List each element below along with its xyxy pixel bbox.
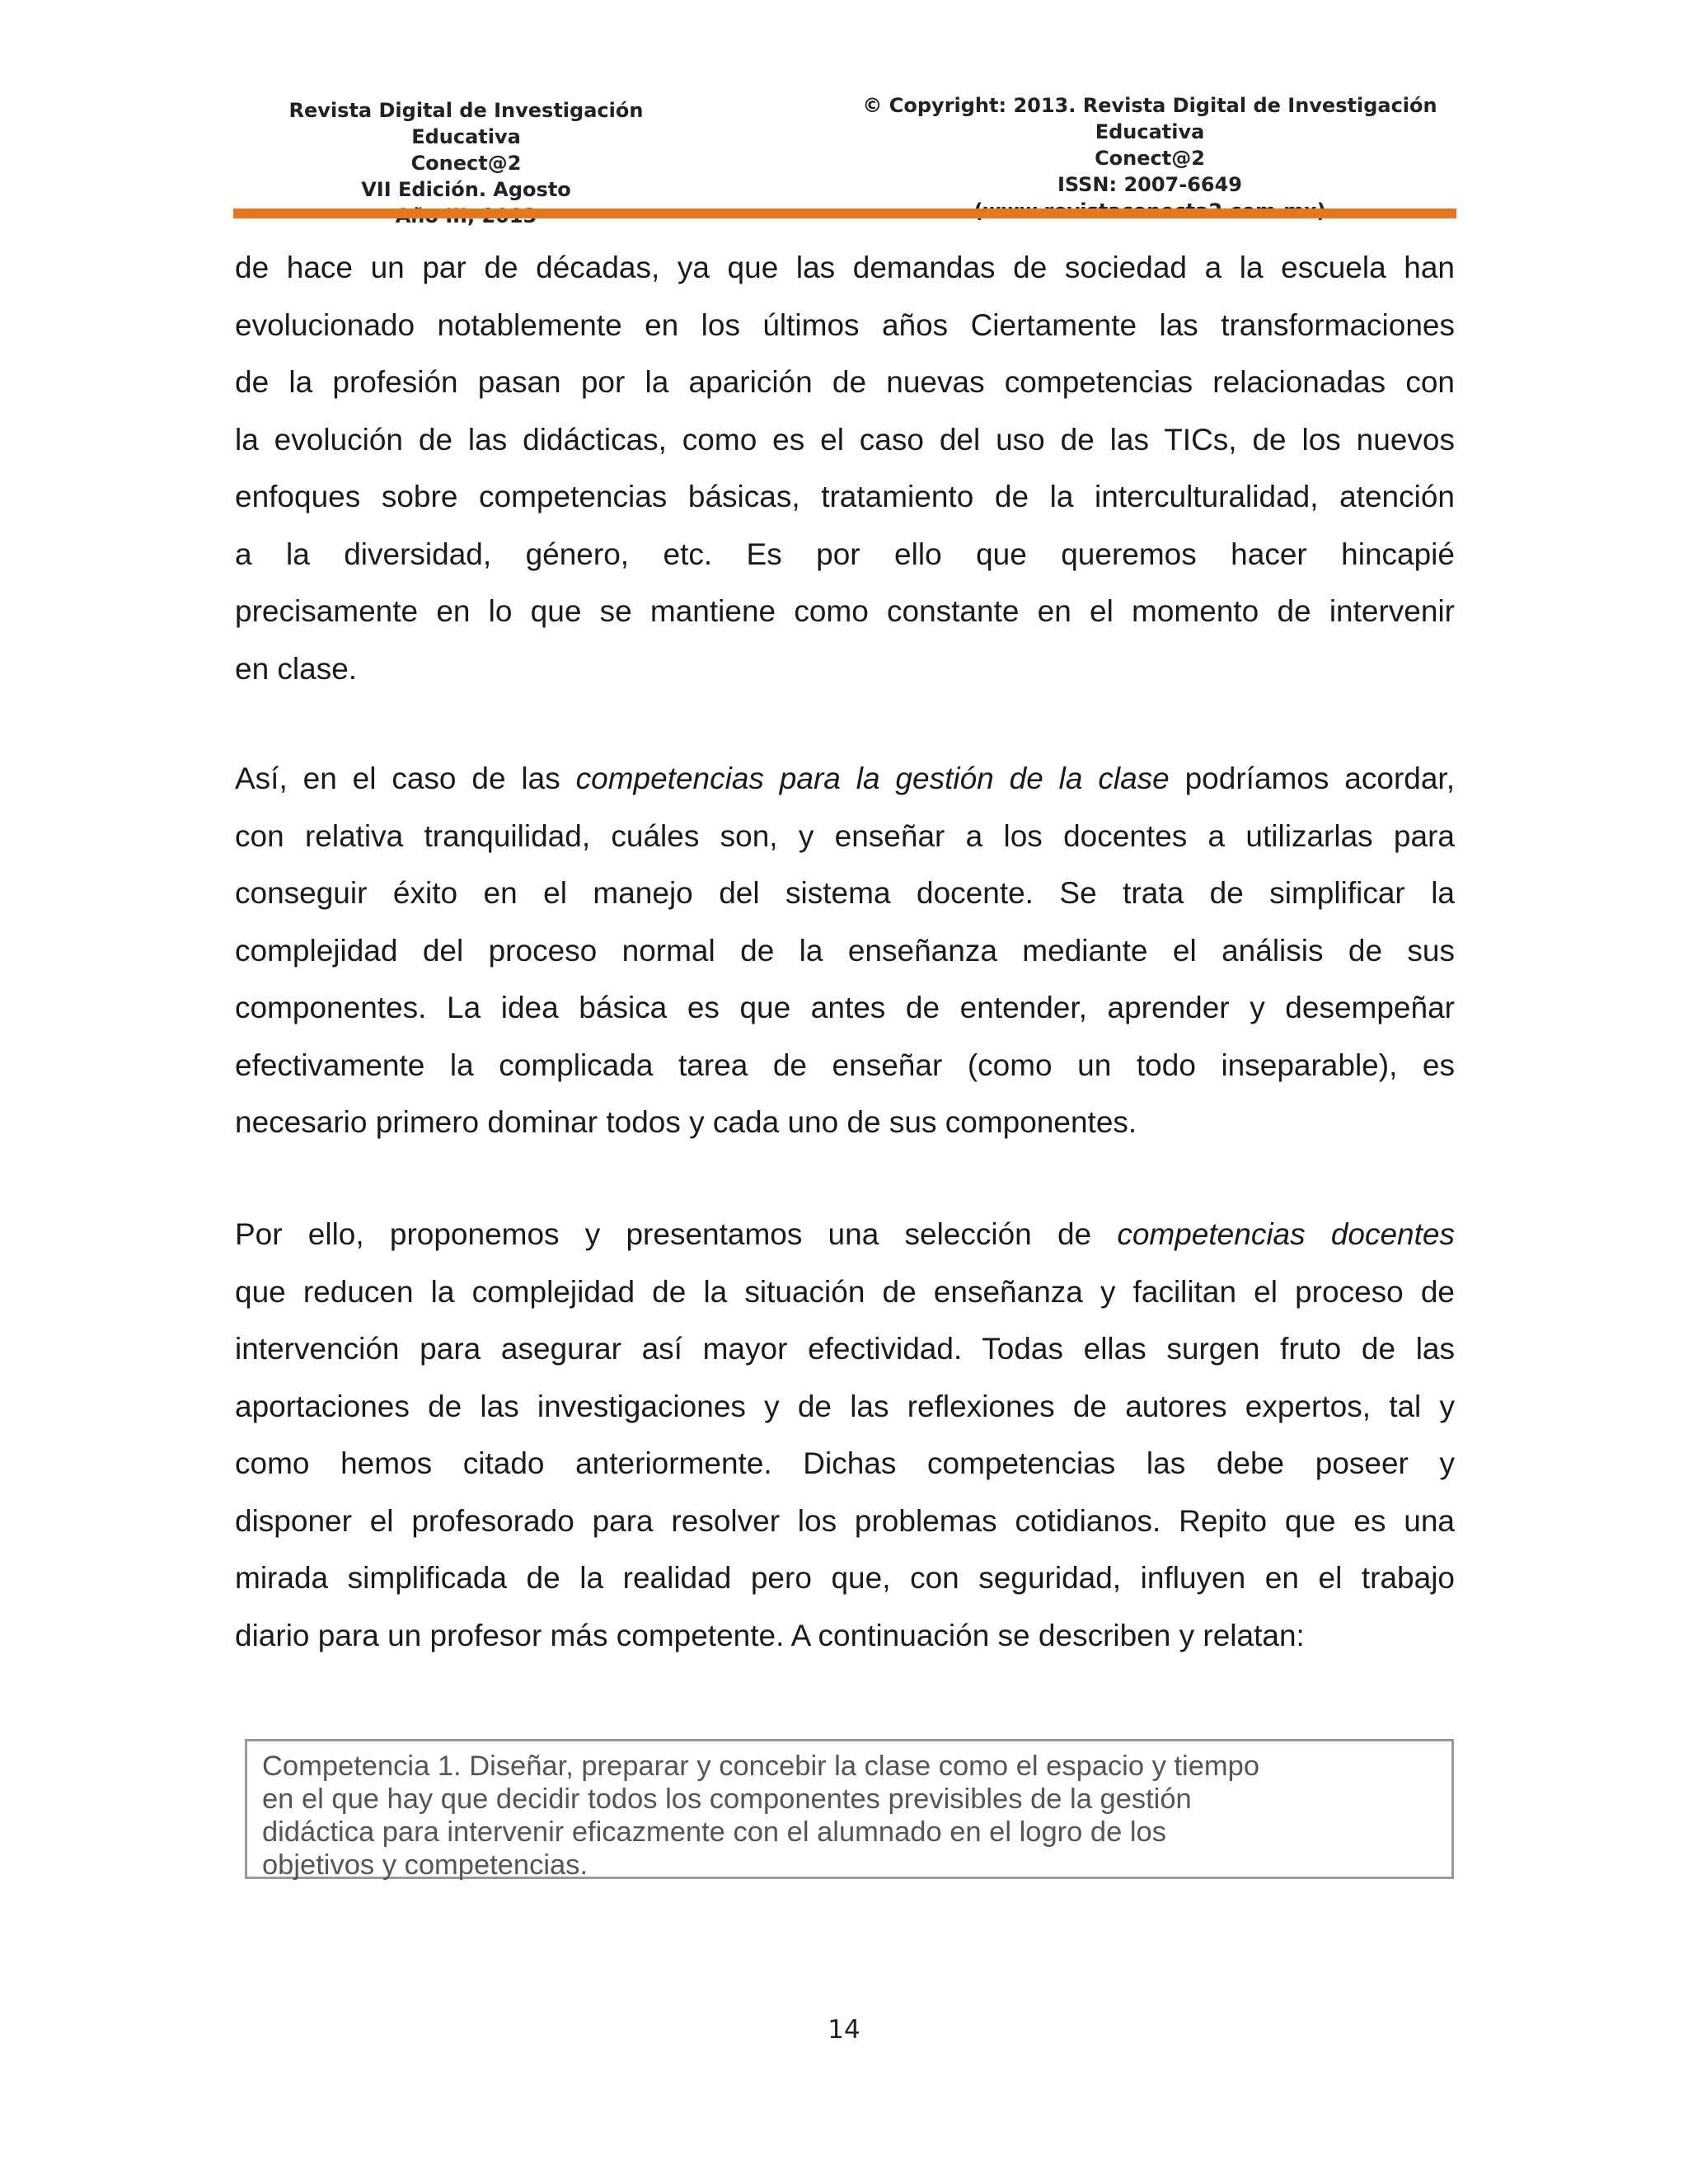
text-line: precisamente en lo que se mantiene como constante en el momento de intervenir [235, 594, 1455, 628]
text-line: mirada simplificada de la realidad pero que, con seguridad, influyen en el trabajo [235, 1561, 1455, 1595]
paragraph-2 [235, 750, 1455, 1151]
text-line: intervención para asegurar así mayor efectividad. Todas ellas surgen fruto de las [235, 1332, 1455, 1366]
header-right-line: © Copyright: 2013. Revista Digital de Investigación Educativa [862, 94, 1437, 143]
header-divider [233, 209, 1456, 218]
text-line: conseguir éxito en el manejo del sistema docente. Se trata de simplificar la [235, 876, 1455, 910]
competency-line: en el que hay que decidir todos los componentes previsibles de la gestión [262, 1783, 1192, 1815]
text-line: componentes. La idea básica es que antes de entender, aprender y desempeñar [235, 991, 1455, 1024]
text-segment: Por ello, proponemos y presentamos una selección de [235, 1217, 1118, 1251]
header-left-line: Conect@2 [410, 152, 522, 175]
text-line: disponer el profesorado para resolver los problemas cotidianos. Repito que es una [235, 1503, 1455, 1538]
text-line: complejidad del proceso normal de la enseñanza mediante el análisis de sus [235, 933, 1455, 968]
header-copyright-info [812, 92, 1488, 224]
competency-line: Competencia 1. Diseñar, preparar y concebir la clase como el espacio y tiempo [262, 1750, 1260, 1782]
text-line: diario para un profesor más competente. A continuación se describen y relatan: [235, 1618, 1305, 1652]
paragraph-1 [235, 239, 1455, 697]
header-right-line: ISSN: 2007-6649 [1057, 173, 1242, 196]
text-line: de la profesión pasan por la aparición de nuevas competencias relacionadas con [235, 365, 1455, 399]
text-line: en clase. [235, 651, 358, 686]
text-line [235, 1206, 1455, 1263]
emphasis-text: competencias para la gestión de la clase [575, 762, 1170, 795]
text-line [235, 750, 1455, 808]
text-segment: podríamos acordar, [1169, 762, 1455, 795]
text-line: aportaciones de las investigaciones y de las reflexiones de autores expertos, tal y [235, 1389, 1455, 1423]
emphasis-text: competencias docentes [1117, 1217, 1455, 1251]
header-right-line: Conect@2 [1095, 147, 1205, 170]
text-line: necesario primero dominar todos y cada uno de sus componentes. [235, 1105, 1137, 1139]
text-line: que reducen la complejidad de la situación de enseñanza y facilitan el proceso de [235, 1274, 1455, 1309]
text-line: de hace un par de décadas, ya que las demandas de sociedad a la escuela han [235, 251, 1455, 284]
text-line: enfoques sobre competencias básicas, tratamiento de la interculturalidad, atención [235, 480, 1455, 513]
text-line: evolucionado notablemente en los últimos años Ciertamente las transformaciones [235, 307, 1455, 342]
page-number: 14 [828, 2015, 860, 2045]
text-line: con relativa tranquilidad, cuáles son, y enseñar a los docentes a utilizarlas para [235, 818, 1455, 853]
competency-box [245, 1739, 1454, 1879]
header-left-line: VII Edición. Agosto [361, 178, 571, 201]
paragraph-3 [235, 1206, 1455, 1664]
competency-line: objetivos y competencias. [262, 1849, 588, 1881]
text-line: como hemos citado anteriormente. Dichas competencias las debe poseer y [235, 1446, 1455, 1480]
text-line: efectivamente la complicada tarea de enseñar (como un todo inseparable), es [235, 1047, 1455, 1082]
competency-line: didáctica para intervenir eficazmente con el alumnado en el logro de los [262, 1816, 1166, 1848]
header-left-line: Revista Digital de Investigación Educativa [288, 99, 644, 148]
text-line: a la diversidad, género, etc. Es por ello que queremos hacer hincapié [235, 537, 1455, 571]
text-line: la evolución de las didácticas, como es el caso del uso de las TICs, de los nuevos [235, 422, 1455, 457]
text-segment: Así, en el caso de las [235, 762, 576, 795]
